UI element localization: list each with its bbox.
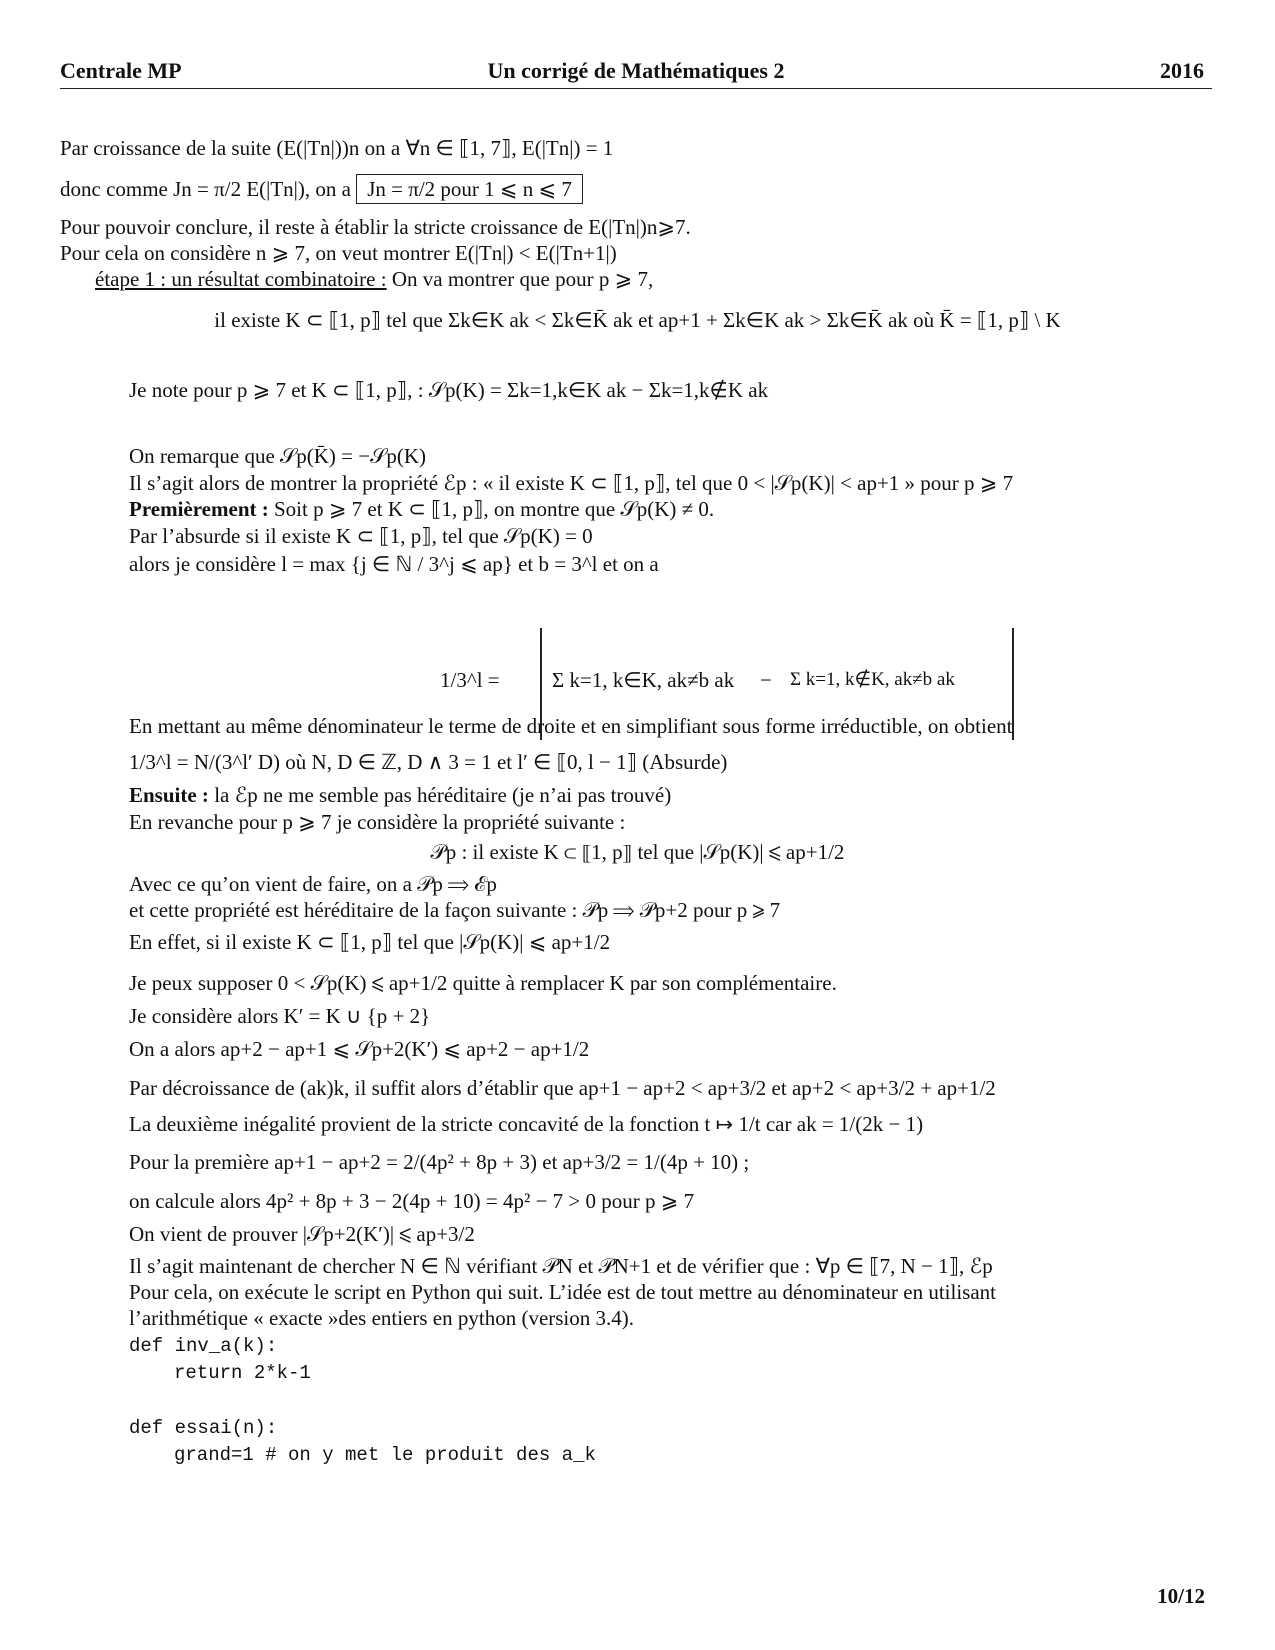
equation-sum: Σ k=1, k∉K, ak≠b ak: [790, 669, 955, 690]
page-number: 10/12: [1157, 1584, 1205, 1608]
text-fragment: la ℰp ne me semble pas héréditaire (je n’ai pas trouvé): [208, 783, 672, 807]
text-fragment: On va montrer que pour p ⩾ 7,: [386, 267, 654, 291]
text-fragment: Soit p ⩾ 7 et K ⊂ ⟦1, p⟧, on montre que 𝒮p(K) ≠ 0.: [268, 497, 715, 521]
text-line: Il s’agit alors de montrer la propriété ℰp : « il existe K ⊂ ⟦1, p⟧, tel que 0 < |𝒮p(K)| < ap+1 » pour p ⩾ 7: [129, 471, 1014, 495]
text-line: et cette propriété est héréditaire de la façon suivante : 𝒫p ⟹ 𝒫p+2 pour p ⩾ 7: [129, 898, 781, 922]
text-line: Par l’absurde si il existe K ⊂ ⟦1, p⟧, tel que 𝒮p(K) = 0: [129, 524, 593, 548]
text-line: Pour pouvoir conclure, il reste à établir la stricte croissance de E(|Tn|)n⩾7.: [60, 215, 691, 239]
equation-sum: Σ k=1, k∈K, ak≠b ak: [552, 668, 735, 692]
text-line: Pour cela on considère n ⩾ 7, on veut montrer E(|Tn|) < E(|Tn+1|): [60, 241, 617, 265]
text-line: On a alors ap+2 − ap+1 ⩽ 𝒮p+2(K′) ⩽ ap+2 − ap+1/2: [129, 1037, 590, 1061]
header-left: Centrale MP: [60, 58, 182, 83]
text-line: En mettant au même dénominateur le terme de droite et en simplifiant sous forme irréductible, on obtient: [129, 714, 1013, 738]
header-right: 2016: [1160, 58, 1204, 83]
page-header: [60, 52, 1212, 89]
equation-left: 1/3^l =: [440, 668, 500, 692]
text-line: En effet, si il existe K ⊂ ⟦1, p⟧ tel que |𝒮p(K)| ⩽ ap+1/2: [129, 930, 611, 954]
text-line: Il s’agit maintenant de chercher N ∈ ℕ vérifiant 𝒫N et 𝒫N+1 et de vérifier que : ∀p ∈ ⟦7, N − 1⟧, ℰp: [129, 1254, 993, 1278]
text-line: En revanche pour p ⩾ 7 je considère la propriété suivante :: [129, 810, 626, 834]
display-equation: il existe K ⊂ ⟦1, p⟧ tel que Σk∈K ak < Σk∈K̄ ak et ap+1 + Σk∈K ak > Σk∈K̄ ak où K̄ = ⟦1, p⟧ \ K: [214, 308, 1061, 332]
code-line: return 2*k-1: [174, 1362, 311, 1384]
step-title: étape 1 : un résultat combinatoire :: [95, 267, 387, 291]
text-line: Par décroissance de (ak)k, il suffit alors d’établir que ap+1 − ap+2 < ap+3/2 et ap+2 < ap+3/2 + ap+1/2: [129, 1076, 996, 1100]
bold-label: Premièrement :: [129, 497, 269, 521]
text-line: Avec ce qu’on vient de faire, on a 𝒫p ⟹ ℰp: [129, 872, 497, 896]
bold-label: Ensuite :: [129, 783, 209, 807]
text-line: [95, 267, 653, 291]
equation-minus: −: [760, 668, 772, 692]
text-line: Je peux supposer 0 < 𝒮p(K) ⩽ ap+1/2 quitte à remplacer K par son complémentaire.: [129, 971, 837, 995]
text-line: Je considère alors K′ = K ∪ {p + 2}: [129, 1004, 431, 1028]
text-line: 1/3^l = N/(3^l′ D) où N, D ∈ ℤ, D ∧ 3 = 1 et l′ ∈ ⟦0, l − 1⟧ (Absurde): [129, 750, 728, 774]
text-line: on calcule alors 4p² + 8p + 3 − 2(4p + 10) = 4p² − 7 > 0 pour p ⩾ 7: [129, 1189, 695, 1213]
text-line: La deuxième inégalité provient de la stricte concavité de la fonction t ↦ 1/t car ak = 1/(2k − 1): [129, 1112, 924, 1136]
code-line: grand=1 # on y met le produit des a_k: [174, 1444, 596, 1466]
boxed-result: Jn = π/2 pour 1 ⩽ n ⩽ 7: [356, 174, 583, 204]
text-line: Pour la première ap+1 − ap+2 = 2/(4p² + 8p + 3) et ap+3/2 = 1/(4p + 10) ;: [129, 1150, 750, 1174]
text-line: On vient de prouver |𝒮p+2(K′)| ⩽ ap+3/2: [129, 1222, 475, 1246]
text-line: Pour cela, on exécute le script en Python qui suit. L’idée est de tout mettre au dénominateur en utilisant: [129, 1280, 996, 1304]
text-line: Par croissance de la suite (E(|Tn|))n on a ∀n ∈ ⟦1, 7⟧, E(|Tn|) = 1: [60, 136, 614, 160]
text-line: Je note pour p ⩾ 7 et K ⊂ ⟦1, p⟧, : 𝒮p(K) = Σk=1,k∈K ak − Σk=1,k∉K ak: [129, 378, 769, 402]
text-line: alors je considère l = max {j ∈ ℕ / 3^j ⩽ ap} et b = 3^l et on a: [129, 552, 659, 576]
text-line: [129, 783, 671, 807]
text-fragment: donc comme Jn = π/2 E(|Tn|), on a: [60, 177, 351, 201]
text-line: [129, 497, 714, 521]
header-center: Un corrigé de Mathématiques 2: [487, 58, 785, 83]
code-line: def inv_a(k):: [129, 1335, 278, 1357]
text-line: On remarque que 𝒮p(K̄) = −𝒮p(K): [129, 444, 427, 468]
display-equation: 𝒫p : il existe K ⊂ ⟦1, p⟧ tel que |𝒮p(K)| ⩽ ap+1/2: [430, 840, 845, 864]
code-line: def essai(n):: [129, 1417, 278, 1439]
text-line: [60, 174, 583, 204]
text-line: l’arithmétique « exacte »des entiers en python (version 3.4).: [129, 1306, 635, 1330]
